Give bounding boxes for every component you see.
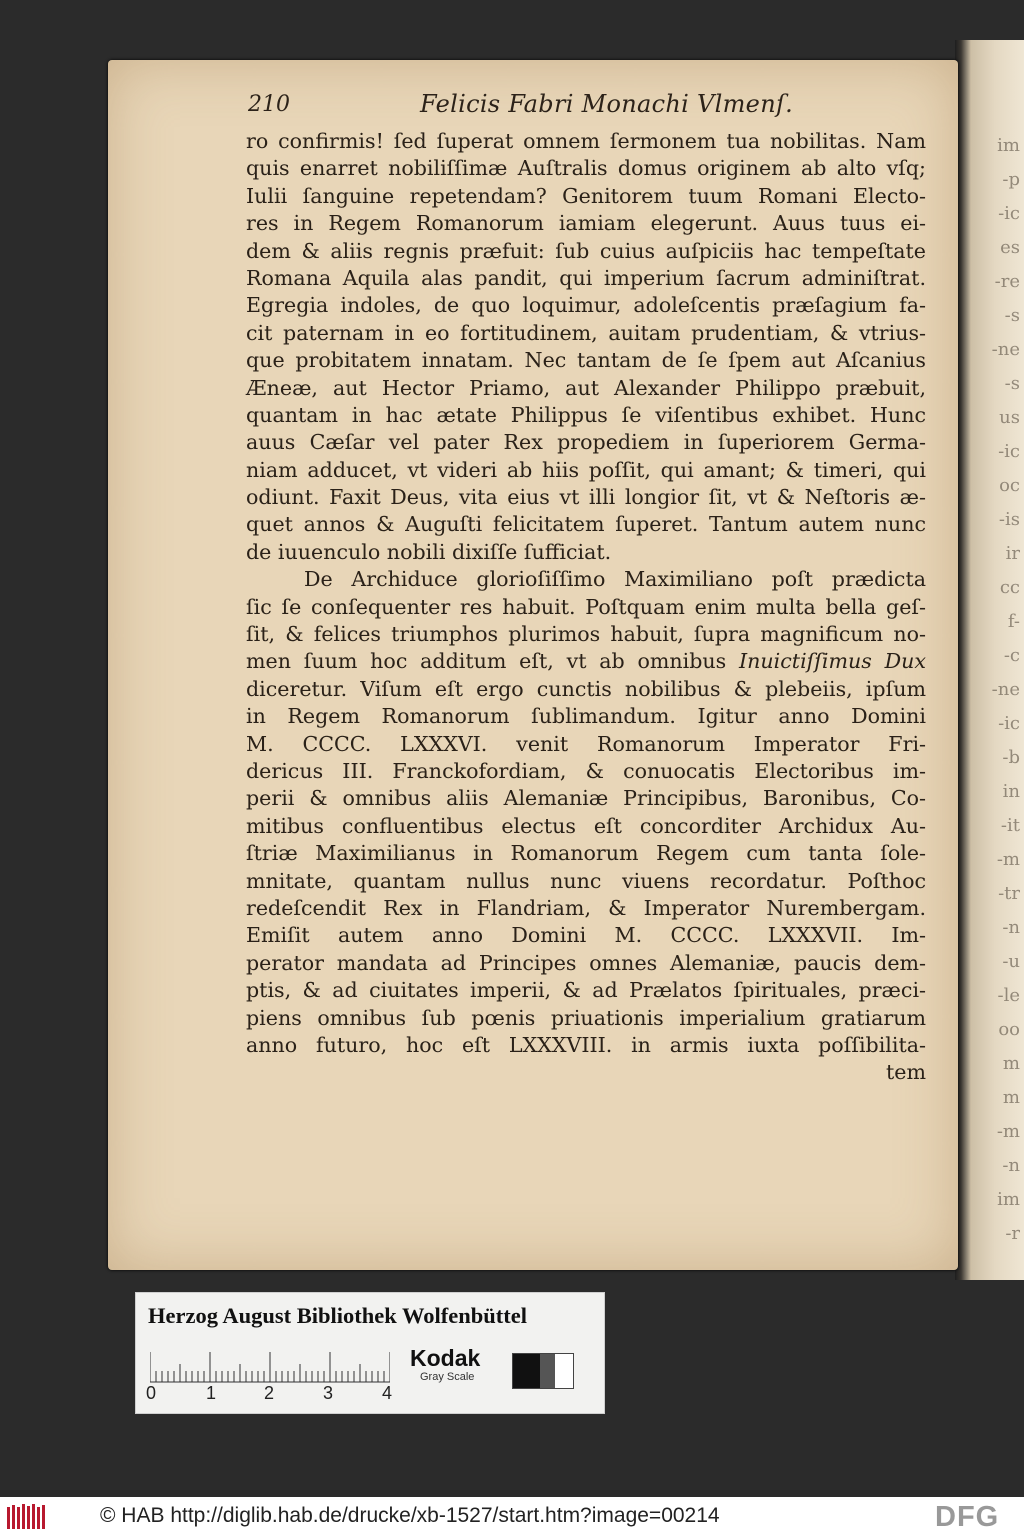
text-line: ſtriæ Maximilianus in Romanorum Regem cum tanta ſole- <box>246 841 926 866</box>
running-title: Felicis Fabri Monachi Vlmenſ. <box>420 90 794 118</box>
facing-page-fragment: ir <box>1005 543 1020 564</box>
text-line: cit paternam in eo fortitudinem, auitam prudentiam, & vtrius- <box>246 320 926 345</box>
text-line: perator mandata ad Principes omnes Alemaniæ, paucis dem- <box>246 950 926 975</box>
facing-page-fragment: -c <box>1003 645 1020 666</box>
facing-page-fragment: -ic <box>998 713 1020 734</box>
facing-page-fragment: m <box>1002 1053 1020 1074</box>
text-line: ro confirmis! ſed ſuperat omnem ſermonem tua nobilitas. Nam <box>246 129 926 153</box>
scale-number: 0 <box>146 1383 157 1403</box>
text-line: in Regem Romanorum ſublimandum. Igitur anno Domini <box>246 704 926 729</box>
text-line: Iulii ſanguine repetendam? Genitorem tuum Romani Electo- <box>246 183 926 208</box>
facing-page-fragment: -s <box>1004 305 1020 326</box>
text-line: perii & omnibus aliis Alemaniæ Principibus, Baronibus, Co- <box>246 786 926 811</box>
facing-page-fragment: es <box>1000 237 1020 258</box>
facing-page-fragment: oo <box>998 1019 1020 1040</box>
text-line: piens omnibus ſub pœnis priuationis imperialium gratiarum <box>246 1005 926 1030</box>
gray-swatch <box>512 1353 574 1389</box>
text-line: dem & aliis regnis præfuit: ſub cuius auſpiciis hac tempeſtate <box>246 238 926 263</box>
text-line: men ſuum hoc additum eſt, vt ab omnibus Inuictiſſimus Dux <box>246 649 926 674</box>
scale-number: 3 <box>323 1383 334 1403</box>
book-page <box>108 60 958 1270</box>
facing-page-fragment: -le <box>997 985 1020 1006</box>
text-line: Æneæ, aut Hector Priamo, aut Alexander Philippo præbuit, <box>246 375 926 400</box>
text-line: De Archiduce glorioſiſſimo Maximiliano poſt prædicta <box>304 567 926 592</box>
text-line: diceretur. Viſum eſt ergo cunctis nobilibus & plebeiis, ipſum <box>246 676 926 701</box>
facing-page-fragment: -u <box>1002 951 1020 972</box>
text-line: tem <box>886 1060 926 1085</box>
facing-page-fragment: us <box>999 407 1020 428</box>
text-line: ſic ſe conſequenter res habuit. Poſtquam enim multa bella geſ- <box>246 594 926 619</box>
text-line: niam adducet, vt videri ab hiis poſſit, qui amant; & timeri, qui <box>246 457 926 482</box>
scale-number: 1 <box>206 1383 217 1403</box>
text-line: mnitate, quantam nullus nunc viuens recordatur. Poſthoc <box>246 868 926 893</box>
scale-number: 4 <box>382 1383 393 1403</box>
facing-page-fragment: -is <box>998 509 1020 530</box>
facing-page-fragment: -r <box>1005 1223 1020 1244</box>
page-header <box>248 88 918 124</box>
footer-bar <box>0 1497 1024 1537</box>
facing-page-fragment: f- <box>1007 611 1020 632</box>
scale-number: 2 <box>264 1383 275 1403</box>
text-line: mitibus confluentibus electus eſt concorditer Archidux Au- <box>246 813 926 838</box>
scale-ruler <box>150 1349 390 1383</box>
text-line: dericus III. Franckofordiam, & conuocatis Electoribus im- <box>246 758 926 783</box>
facing-page-fragment: m <box>1002 1087 1020 1108</box>
facing-page-fragment: -m <box>996 849 1020 870</box>
facing-page-fragment: -re <box>994 271 1020 292</box>
text-line: res in Regem Romanorum iamiam elegerunt. Auus tuus ei- <box>246 211 926 236</box>
text-line: Romana Aquila alas pandit, qui imperium ſacrum adminiſtrat. <box>246 265 926 290</box>
text-line: Egregia indoles, de quo loquimur, adoleſcentis præſagium fa- <box>246 293 926 318</box>
facing-page-fragment: im <box>997 1189 1020 1210</box>
text-line: que probitatem innatam. Nec tantam de ſe ſpem aut Aſcanius <box>246 348 926 373</box>
facing-page-fragment: -p <box>1002 169 1020 190</box>
kodak-logo: Kodak <box>410 1345 481 1371</box>
facing-page-fragment: -ic <box>998 203 1020 224</box>
facing-page-fragment: -ic <box>998 441 1020 462</box>
facing-page-fragment: -m <box>996 1121 1020 1142</box>
gray-scale-label: Gray Scale <box>420 1371 475 1383</box>
facing-page-edge <box>955 40 1024 1280</box>
facing-page-fragment: -n <box>1002 1155 1020 1176</box>
facing-page-fragment: -it <box>1000 815 1020 836</box>
text-line: ſit, & felices triumphos plurimos habuit, ſupra magnificum no- <box>246 622 926 647</box>
hab-logo-icon <box>6 1503 50 1531</box>
text-line: Emiſit autem anno Domini M. CCCC. LXXXVII. Im- <box>246 923 926 948</box>
text-line: quis enarret nobiliſſimæ Auſtralis domus originem ab alto vſq; <box>246 156 926 181</box>
body-text <box>246 128 926 1087</box>
facing-page-fragment: -s <box>1004 373 1020 394</box>
text-line: de iuuenculo nobili dixiſſe ſufficiat. <box>246 539 612 564</box>
dfg-logo: DFG <box>935 1501 1000 1533</box>
text-line: auus Cæſar vel pater Rex propediem in ſuperiorem Germa- <box>246 430 926 455</box>
source-url[interactable]: © HAB http://diglib.hab.de/drucke/xb-1527/start.htm?image=00214 <box>100 1504 720 1527</box>
scale-numbers <box>146 1383 406 1405</box>
facing-page-fragment: im <box>997 135 1020 156</box>
text-line: M. CCCC. LXXXVI. venit Romanorum Imperator Fri- <box>246 731 926 756</box>
facing-page-fragment: oc <box>999 475 1020 496</box>
facing-page-fragment: -ne <box>991 339 1020 360</box>
facing-page-fragment: -tr <box>998 883 1020 904</box>
facing-page-fragment: -n <box>1002 917 1020 938</box>
text-line: redeſcendit Rex in Flandriam, & Imperator Nurembergam. <box>246 895 926 920</box>
library-name: Herzog August Bibliothek Wolfenbüttel <box>148 1303 527 1328</box>
facing-page-fragment: cc <box>999 577 1020 598</box>
italic-phrase: Inuictiſſimus Dux <box>739 649 926 674</box>
text-line: quantam in hac ætate Philippus ſe viſentibus exhibet. Hunc <box>246 402 926 427</box>
calibration-card <box>135 1292 605 1414</box>
text-line: ptis, & ad ciuitates imperii, & ad Prælatos ſpirituales, præci- <box>246 978 926 1003</box>
facing-page-fragment: -ne <box>991 679 1020 700</box>
text-line: odiunt. Faxit Deus, vita eius vt illi longior ſit, vt & Neſtoris æ- <box>246 485 926 510</box>
facing-page-fragment: in <box>1002 781 1020 802</box>
text-line: quet annos & Auguſti felicitatem ſuperet. Tantum autem nunc <box>246 512 926 537</box>
facing-page-fragment: -b <box>1002 747 1020 768</box>
text-line: anno futuro, hoc eſt LXXXVIII. in armis iuxta poſſibilita- <box>246 1032 926 1057</box>
page-number: 210 <box>248 92 290 117</box>
